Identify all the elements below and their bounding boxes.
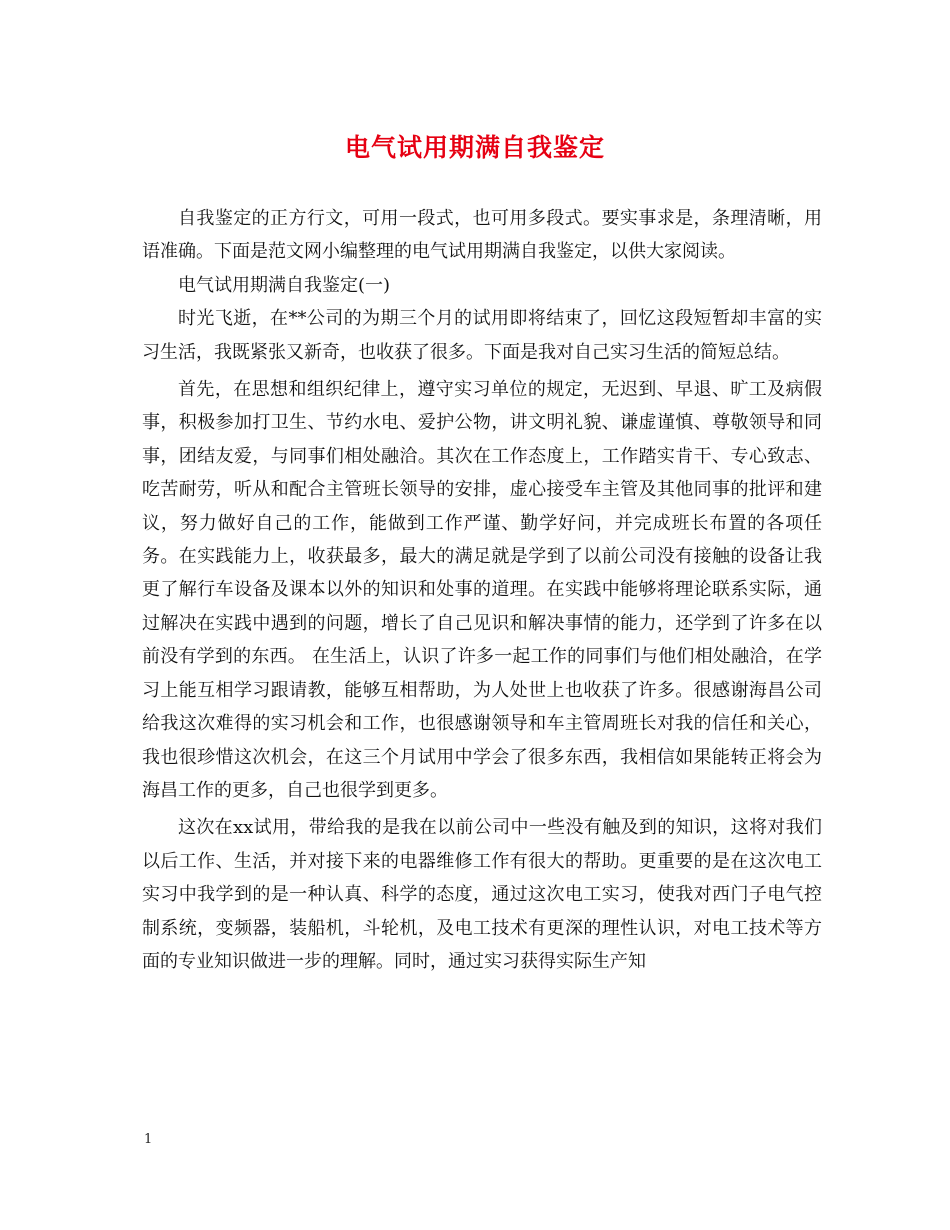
body-paragraph: 这次在xx试用，带给我的是我在以前公司中一些没有触及到的知识，这将对我们以后工作、生活，并对接下来的电器维修工作有很大的帮助。更重要的是在这次电工实习中我学到的是一种认真、科学的态度，通过这次电工实习，使我对西门子电气控制系统，变频器，装船机，斗轮机，及电工技术有更深的理性认识，对电工技术等方面的专业知识做进一步的理解。同时，通过实习获得实际生产知 xyxy=(142,817,822,972)
document-body xyxy=(142,202,822,978)
document-title: 电气试用期满自我鉴定 xyxy=(344,133,605,162)
body-paragraph: 首先，在思想和组织纪律上，遵守实习单位的规定，无迟到、早退、旷工及病假事，积极参加打卫生、节约水电、爱护公物，讲文明礼貌、谦虚谨慎、尊敬领导和同事，团结友爱，与同事们相处融洽。其次在工作态度上，工作踏实肯干、专心致志、吃苦耐劳，听从和配合主管班长领导的安排，虚心接受车主管及其他同事的批评和建议，努力做好自己的工作，能做到工作严谨、勤学好问，并完成班长布置的各项任务。在实践能力上，收获最多，最大的满足就是学到了以前公司没有接触的设备让我更了解行车设备及课本以外的知识和处事的道理。在实践中能够将理论联系实际，通过解决在实践中遇到的问题，增长了自己见识和解决事情的能力，还学到了许多在以前没有学到的东西。 在生活上，认识了许多一起工作的同事们与他们相处融洽，在学习上能互相学习跟请教，能够互相帮助，为人处世上也收获了许多。很感谢海昌公司给我这次难得的实习机会和工作，也很感谢领导和车主管周班长对我的信任和关心，我也很珍惜这次机会，在这三个月试用中学会了很多东西，我相信如果能转正将会为海昌工作的更多，自己也很学到更多。 xyxy=(142,379,822,801)
page-number: 1 xyxy=(144,1132,153,1147)
section-heading: 电气试用期满自我鉴定(一) xyxy=(178,274,391,296)
body-paragraph: 时光飞逝，在**公司的为期三个月的试用即将结束了，回忆这段短暂却丰富的实习生活，我既紧张又新奇，也收获了很多。下面是我对自己实习生活的简短总结。 xyxy=(142,308,822,363)
intro-paragraph: 自我鉴定的正方行文，可用一段式，也可用多段式。要实事求是，条理清晰，用语准确。下面是范文网小编整理的电气试用期满自我鉴定，以供大家阅读。 xyxy=(142,208,822,263)
